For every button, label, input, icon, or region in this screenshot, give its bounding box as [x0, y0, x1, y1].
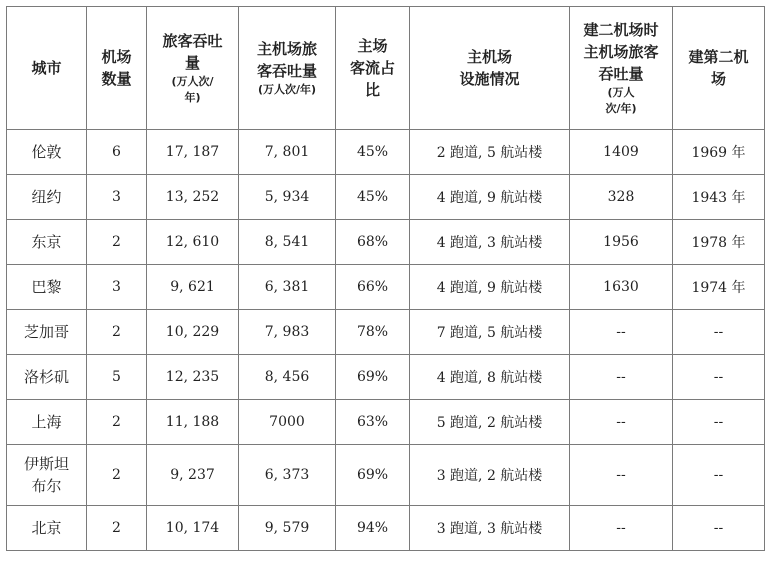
city-cell — [7, 506, 87, 551]
header-row — [7, 7, 765, 130]
main-throughput-cell: 7, 983 — [239, 310, 336, 355]
passenger-throughput-cell: 12, 610 — [147, 220, 239, 265]
city-cell — [7, 310, 87, 355]
city-cell — [7, 355, 87, 400]
throughput-at-second-cell: -- — [570, 445, 673, 506]
airport-comparison-table — [6, 6, 765, 551]
city-name: 洛杉矶 — [23, 368, 69, 386]
header-line: 场 — [710, 70, 726, 88]
header-line: 数量 — [101, 70, 132, 88]
header-line: 旅客吞吐 — [162, 32, 223, 50]
table-row — [7, 506, 765, 551]
header-main-airport-throughput — [239, 7, 336, 130]
second-built-cell: 1974 年 — [673, 265, 765, 310]
header-line: 吞吐量 — [598, 65, 644, 83]
header-unit: 年) — [184, 91, 201, 104]
header-line: 设施情况 — [459, 70, 520, 88]
main-throughput-cell: 8, 541 — [239, 220, 336, 265]
main-share-cell: 63% — [336, 400, 410, 445]
facilities-cell: 3 跑道, 2 航站楼 — [410, 445, 570, 506]
airport-count-cell: 2 — [87, 220, 147, 265]
airport-count-cell: 2 — [87, 310, 147, 355]
second-built-cell: -- — [673, 506, 765, 551]
facilities-cell: 4 跑道, 9 航站楼 — [410, 265, 570, 310]
main-share-cell: 68% — [336, 220, 410, 265]
passenger-throughput-cell: 9, 237 — [147, 445, 239, 506]
airport-count-cell: 6 — [87, 130, 147, 175]
throughput-at-second-cell: 1409 — [570, 130, 673, 175]
header-airport-count — [87, 7, 147, 130]
passenger-throughput-cell: 17, 187 — [147, 130, 239, 175]
table-row — [7, 445, 765, 506]
city-name: 上海 — [31, 413, 62, 431]
airport-count-cell: 2 — [87, 506, 147, 551]
city-cell — [7, 445, 87, 506]
throughput-at-second-cell: -- — [570, 310, 673, 355]
airport-count-cell: 2 — [87, 445, 147, 506]
table-row — [7, 310, 765, 355]
header-line: 量 — [184, 54, 200, 72]
facilities-cell: 4 跑道, 9 航站楼 — [410, 175, 570, 220]
main-share-cell: 94% — [336, 506, 410, 551]
header-main-facilities — [410, 7, 570, 130]
header-line: 客流占 — [349, 59, 395, 77]
throughput-at-second-cell: -- — [570, 355, 673, 400]
table-row — [7, 355, 765, 400]
passenger-throughput-cell: 10, 229 — [147, 310, 239, 355]
second-built-cell: 1943 年 — [673, 175, 765, 220]
table-row — [7, 400, 765, 445]
airport-count-cell: 2 — [87, 400, 147, 445]
main-throughput-cell: 9, 579 — [239, 506, 336, 551]
header-city — [7, 7, 87, 130]
main-share-cell: 45% — [336, 175, 410, 220]
main-share-cell: 45% — [336, 130, 410, 175]
table-row — [7, 130, 765, 175]
airport-count-cell: 3 — [87, 265, 147, 310]
header-line: 主机场旅客 — [583, 43, 659, 61]
main-throughput-cell: 6, 373 — [239, 445, 336, 506]
passenger-throughput-cell: 10, 174 — [147, 506, 239, 551]
facilities-cell: 7 跑道, 5 航站楼 — [410, 310, 570, 355]
header-unit: (万人次/年) — [257, 83, 317, 96]
airport-count-cell: 3 — [87, 175, 147, 220]
passenger-throughput-cell: 11, 188 — [147, 400, 239, 445]
second-built-cell: 1969 年 — [673, 130, 765, 175]
header-line: 城市 — [31, 59, 62, 77]
throughput-at-second-cell: 1630 — [570, 265, 673, 310]
city-cell — [7, 220, 87, 265]
main-throughput-cell: 8, 456 — [239, 355, 336, 400]
city-name: 北京 — [31, 519, 62, 537]
header-line: 建第二机 — [688, 48, 749, 66]
main-share-cell: 69% — [336, 355, 410, 400]
main-share-cell: 66% — [336, 265, 410, 310]
city-cell — [7, 175, 87, 220]
table-body — [7, 130, 765, 551]
city-cell — [7, 265, 87, 310]
main-throughput-cell: 7000 — [239, 400, 336, 445]
facilities-cell: 4 跑道, 3 航站楼 — [410, 220, 570, 265]
city-name: 纽约 — [31, 188, 62, 206]
facilities-cell: 4 跑道, 8 航站楼 — [410, 355, 570, 400]
facilities-cell: 3 跑道, 3 航站楼 — [410, 506, 570, 551]
throughput-at-second-cell: -- — [570, 506, 673, 551]
header-unit: 次/年) — [605, 102, 637, 115]
city-cell — [7, 400, 87, 445]
city-name: 巴黎 — [31, 278, 62, 296]
header-line: 主机场旅 — [256, 40, 317, 58]
header-second-airport-built — [673, 7, 765, 130]
header-line: 客吞吐量 — [256, 62, 317, 80]
passenger-throughput-cell: 13, 252 — [147, 175, 239, 220]
city-name: 东京 — [31, 233, 62, 251]
city-name: 芝加哥 — [23, 323, 69, 341]
throughput-at-second-cell: 1956 — [570, 220, 673, 265]
passenger-throughput-cell: 9, 621 — [147, 265, 239, 310]
second-built-cell: -- — [673, 310, 765, 355]
header-line: 机场 — [101, 48, 132, 66]
city-name: 布尔 — [31, 477, 62, 495]
main-share-cell: 69% — [336, 445, 410, 506]
header-line: 主机场 — [466, 48, 512, 66]
main-throughput-cell: 5, 934 — [239, 175, 336, 220]
table-row — [7, 265, 765, 310]
main-share-cell: 78% — [336, 310, 410, 355]
city-name: 伦敦 — [31, 143, 62, 161]
main-throughput-cell: 6, 381 — [239, 265, 336, 310]
passenger-throughput-cell: 12, 235 — [147, 355, 239, 400]
city-name: 伊斯坦 — [23, 455, 69, 473]
city-cell — [7, 130, 87, 175]
throughput-at-second-cell: 328 — [570, 175, 673, 220]
second-built-cell: -- — [673, 355, 765, 400]
table-row — [7, 220, 765, 265]
facilities-cell: 2 跑道, 5 航站楼 — [410, 130, 570, 175]
table-row — [7, 175, 765, 220]
header-main-share — [336, 7, 410, 130]
second-built-cell: -- — [673, 445, 765, 506]
throughput-at-second-cell: -- — [570, 400, 673, 445]
header-line: 主场 — [357, 37, 388, 55]
header-unit: (万人次/ — [171, 75, 214, 88]
header-line: 比 — [364, 81, 380, 99]
facilities-cell: 5 跑道, 2 航站楼 — [410, 400, 570, 445]
main-throughput-cell: 7, 801 — [239, 130, 336, 175]
airport-count-cell: 5 — [87, 355, 147, 400]
header-throughput-at-second-airport — [570, 7, 673, 130]
header-unit: (万人 — [607, 86, 635, 99]
header-passenger-throughput — [147, 7, 239, 130]
header-line: 建二机场时 — [583, 21, 659, 39]
second-built-cell: -- — [673, 400, 765, 445]
second-built-cell: 1978 年 — [673, 220, 765, 265]
